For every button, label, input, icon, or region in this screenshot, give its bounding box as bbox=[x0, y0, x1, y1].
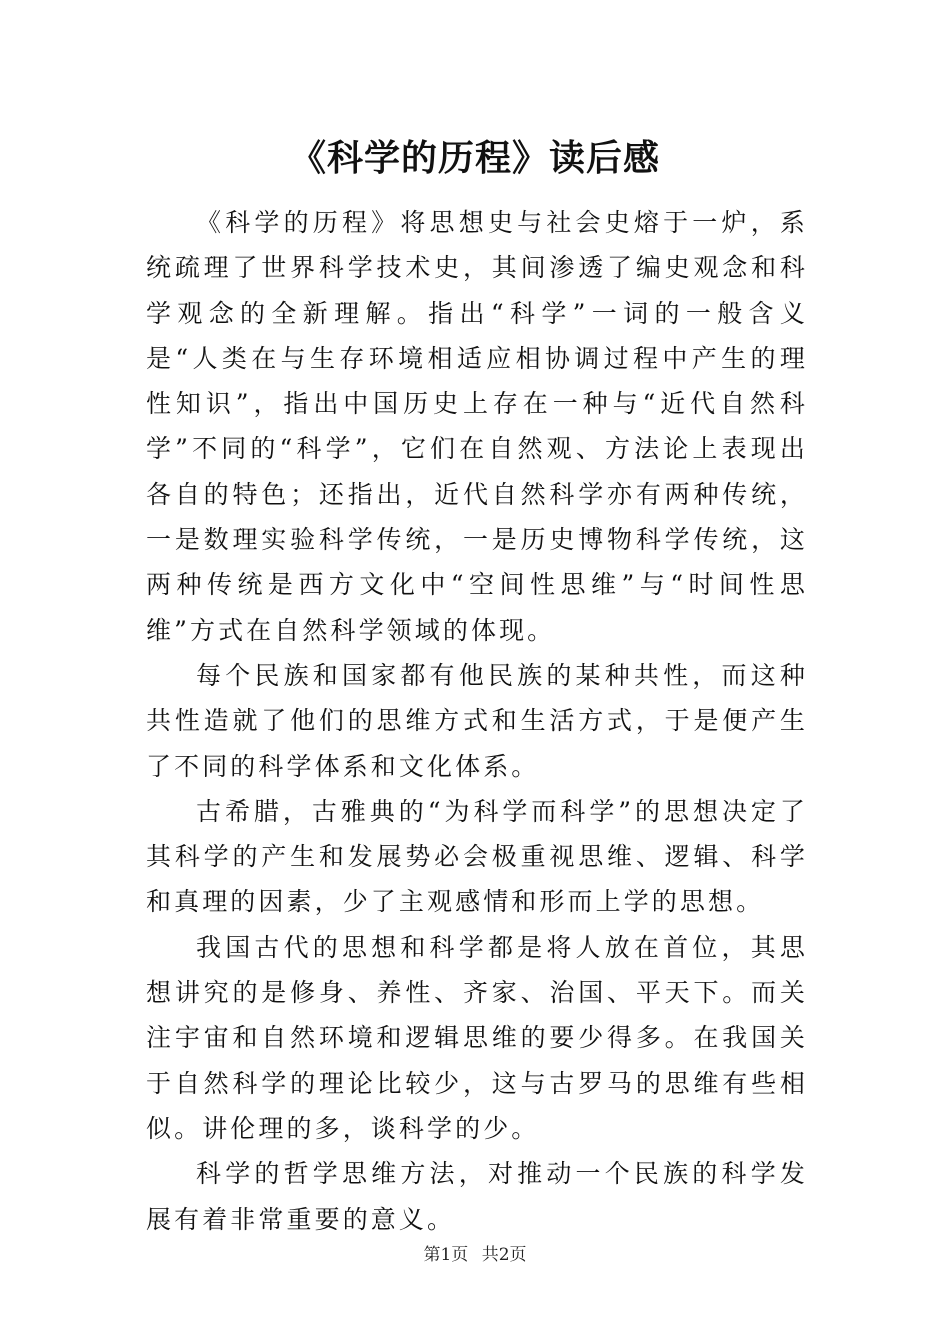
paragraph-5: 科学的哲学思维方法，对推动一个民族的科学发展有着非常重要的意义。 bbox=[146, 1159, 808, 1234]
page-number-total: 共2页 bbox=[481, 1245, 527, 1265]
page-number-current: 第1页 bbox=[423, 1245, 469, 1265]
paragraph-1: 《科学的历程》将思想史与社会史熔于一炉，系统疏理了世界科学技术史，其间渗透了编史观念和科学观念的全新理解。指出“科学”一词的一般含义是“人类在与生存环境相适应相协调过程中产生的理性知识”，指出中国历史上存在一种与“近代自然科学”不同的“科学”，它们在自然观、方法论上表现出各自的特色；还指出，近代自然科学亦有两种传统，一是数理实验科学传统，一是历史博物科学传统，这两种传统是西方文化中“空间性思维”与“时间性思维”方式在自然科学领域的体现。 bbox=[146, 208, 808, 645]
page-footer bbox=[0, 1240, 950, 1265]
document-title: 《科学的历程》读后感 bbox=[289, 137, 660, 179]
document-body bbox=[146, 200, 808, 1242]
paragraph-4: 我国古代的思想和科学都是将人放在首位，其思想讲究的是修身、养性、齐家、治国、平天下。而关注宇宙和自然环境和逻辑思维的要少得多。在我国关于自然科学的理论比较少，这与古罗马的思维有些相似。讲伦理的多，谈科学的少。 bbox=[146, 932, 808, 1143]
paragraph-2: 每个民族和国家都有他民族的某种共性，而这种共性造就了他们的思维方式和生活方式，于是便产生了不同的科学体系和文化体系。 bbox=[146, 660, 808, 781]
paragraph-3: 古希腊，古雅典的“为科学而科学”的思想决定了其科学的产生和发展势必会极重视思维、逻辑、科学和真理的因素，少了主观感情和形而上学的思想。 bbox=[146, 796, 808, 917]
